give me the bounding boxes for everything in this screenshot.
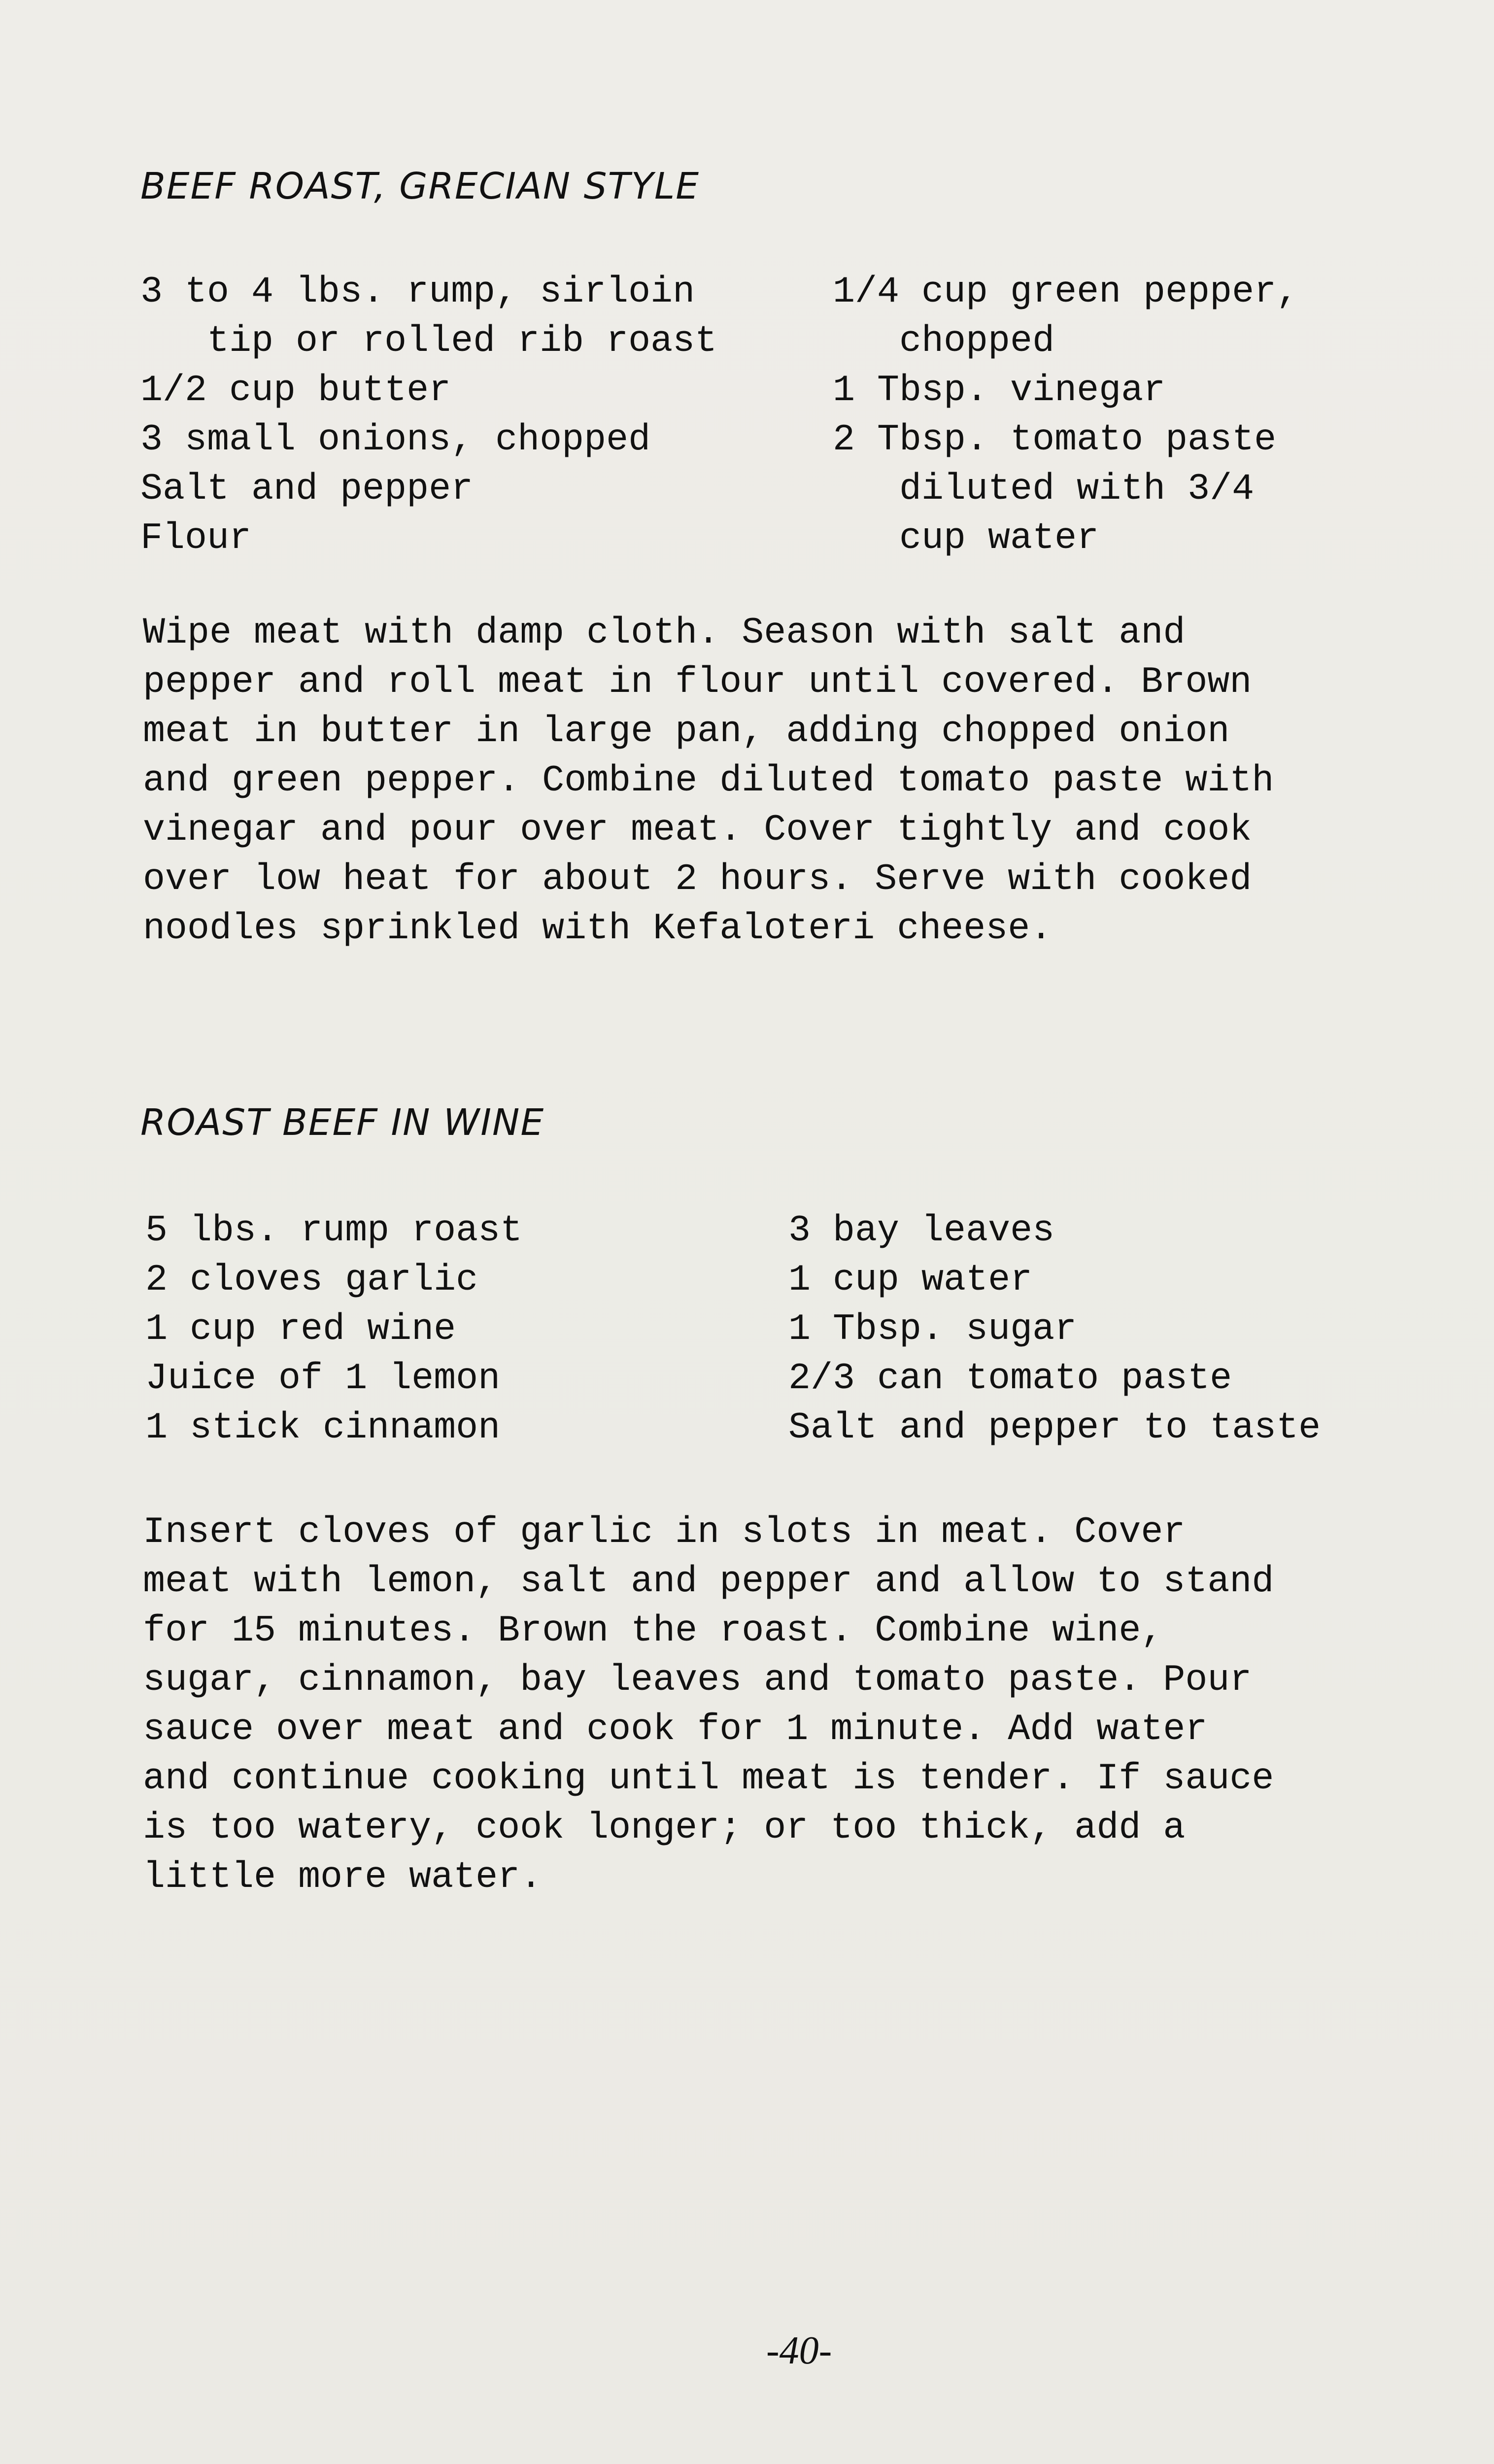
ingredient-left: Flour [140, 517, 252, 559]
direction-line: noodles sprinkled with Kefaloteri cheese. [143, 908, 1053, 950]
direction-line: is too watery, cook longer; or too thick, add a [143, 1807, 1186, 1849]
direction-line: Wipe meat with damp cloth. Season with salt and [143, 612, 1186, 654]
recipe1-directions [143, 609, 1454, 954]
ingredient-right: 1/4 cup green pepper, [833, 271, 1299, 313]
ingredient-left: 1 stick cinnamon [145, 1407, 501, 1449]
direction-line: Insert cloves of garlic in slots in meat. Cover [143, 1511, 1186, 1553]
direction-line: meat in butter in large pan, adding chopped onion [143, 711, 1230, 753]
ingredient-left: Juice of 1 lemon [145, 1358, 501, 1400]
direction-line: for 15 minutes. Brown the roast. Combine wine, [143, 1610, 1163, 1652]
direction-line: and continue cooking until meat is tender. If sauce [143, 1758, 1274, 1800]
direction-line: and green pepper. Combine diluted tomato paste with [143, 760, 1274, 802]
direction-line: sugar, cinnamon, bay leaves and tomato paste. Pour [143, 1659, 1252, 1701]
ingredient-right: 2 Tbsp. tomato paste [833, 419, 1277, 461]
ingredient-left: Salt and pepper [140, 468, 474, 510]
ingredient-left: 1/2 cup butter [140, 370, 451, 411]
ingredient-left: 5 lbs. rump roast [145, 1210, 523, 1252]
recipe-title-beef-roast-grecian: BEEF ROAST, GRECIAN STYLE [140, 165, 700, 207]
ingredient-left: 3 small onions, chopped [140, 419, 651, 461]
ingredient-right: diluted with 3/4 [833, 468, 1255, 510]
ingredient-left: tip or rolled rib roast [140, 320, 717, 362]
ingredient-left: 1 cup red wine [145, 1308, 456, 1350]
ingredient-left: 2 cloves garlic [145, 1259, 478, 1301]
ingredient-right: 1 cup water [788, 1259, 1033, 1301]
ingredient-right: 3 bay leaves [788, 1210, 1055, 1252]
ingredient-right: Salt and pepper to taste [788, 1407, 1321, 1449]
ingredient-right: 1 Tbsp. vinegar [833, 370, 1166, 411]
direction-line: sauce over meat and cook for 1 minute. Add water [143, 1709, 1208, 1750]
ingredient-right: 2/3 can tomato paste [788, 1358, 1232, 1400]
recipe2-directions [143, 1508, 1454, 1902]
direction-line: little more water. [143, 1856, 543, 1898]
direction-line: pepper and roll meat in flour until covered. Brown [143, 661, 1252, 703]
direction-line: meat with lemon, salt and pepper and allow to stand [143, 1561, 1274, 1603]
ingredient-left: 3 to 4 lbs. rump, sirloin [140, 271, 695, 313]
recipe-title-roast-beef-in-wine: ROAST BEEF IN WINE [140, 1101, 545, 1144]
ingredient-right: cup water [833, 517, 1099, 559]
ingredient-right: 1 Tbsp. sugar [788, 1308, 1077, 1350]
direction-line: over low heat for about 2 hours. Serve with cooked [143, 858, 1252, 900]
direction-line: vinegar and pour over meat. Cover tightly and cook [143, 809, 1252, 851]
ingredient-right: chopped [833, 320, 1055, 362]
page-number: -40- [766, 2329, 832, 2372]
